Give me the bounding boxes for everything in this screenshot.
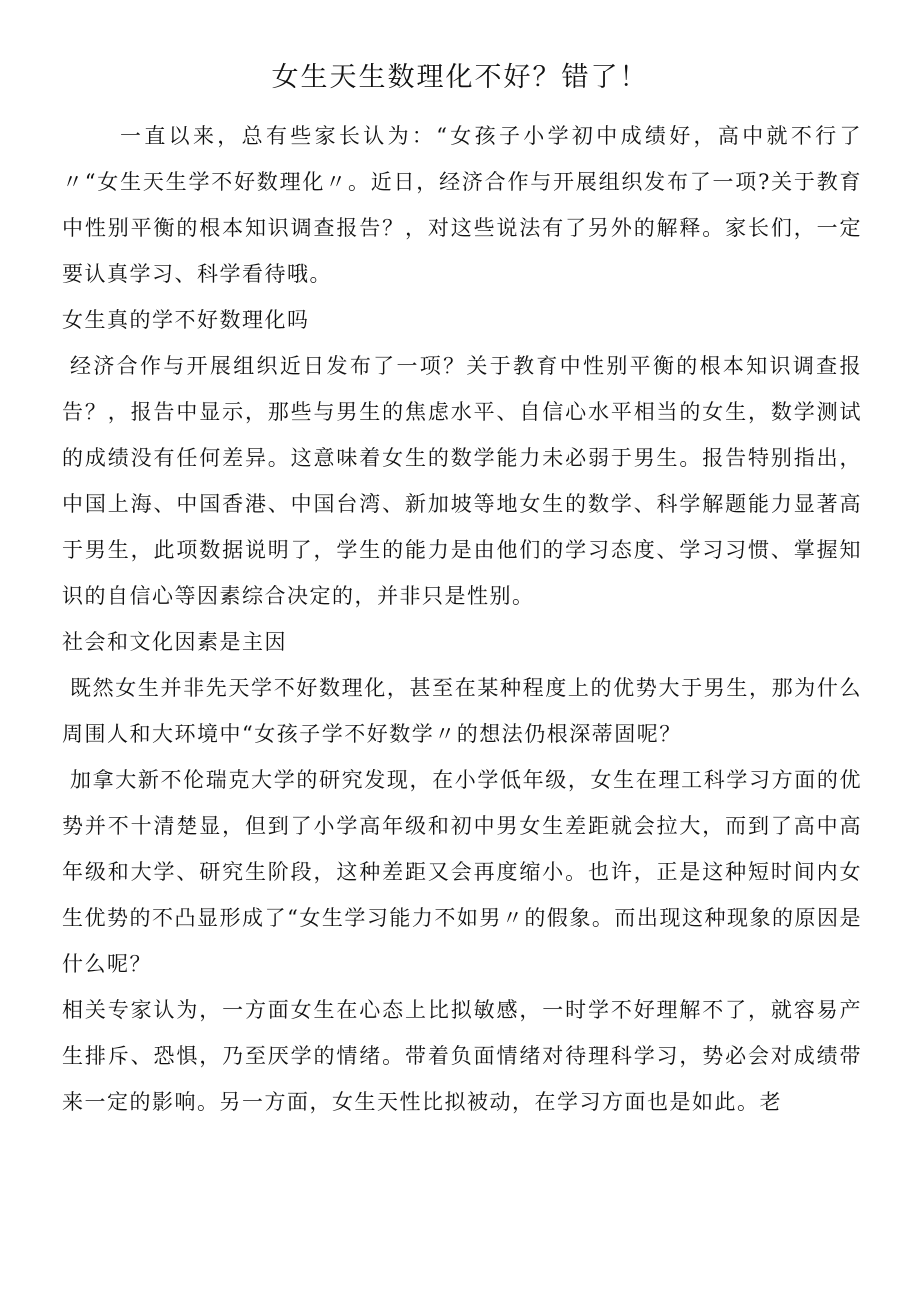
intro-paragraph: 一直以来，总有些家长认为：“女孩子小学初中成绩好，高中就不行了〃“女生天生学不好数理化〃。近日，经济合作与开展组织发布了一项?关于教育中性别平衡的根本知识调查报告？，对这些说法有了另外的解释。家长们，一定要认真学习、科学看待哦。 — [62, 124, 862, 286]
section-2-paragraph-3: 相关专家认为，一方面女生在心态上比拟敏感，一时学不好理解不了，就容易产生排斥、恐惧，乃至厌学的情绪。带着负面情绪对待理科学习，势必会对成绩带来一定的影响。另一方面，女生天性比拟被动，在学习方面也是如此。老 — [62, 998, 862, 1114]
section-1-paragraph: 经济合作与开展组织近日发布了一项？关于教育中性别平衡的根本知识调查报告？，报告中显示，那些与男生的焦虑水平、自信心水平相当的女生，数学测试的成绩没有任何差异。这意味着女生的数学能力未必弱于男生。报告特别指出，中国上海、中国香港、中国台湾、新加坡等地女生的数学、科学解题能力显著高于男生，此项数据说明了，学生的能力是由他们的学习态度、学习习惯、掌握知识的自信心等因素综合决定的，并非只是性别。 — [62, 354, 862, 608]
section-heading-1: 女生真的学不好数理化吗 — [62, 308, 310, 332]
document-title: 女生天生数理化不好？错了！ — [271, 62, 649, 93]
document-body — [62, 113, 862, 1125]
section-2-paragraph-2: 加拿大新不伦瑞克大学的研究发现，在小学低年级，女生在理工科学习方面的优势并不十清楚显，但到了小学高年级和初中男女生差距就会拉大，而到了高中高年级和大学、研究生阶段，这种差距又会再度缩小。也许，正是这种短时间内女生优势的不凸显形成了“女生学习能力不如男〃的假象。而出现这种现象的原因是什么呢？ — [62, 768, 862, 976]
section-2-paragraph-1: 既然女生并非先天学不好数理化，甚至在某种程度上的优势大于男生，那为什么周围人和大环境中“女孩子学不好数学〃的想法仍根深蒂固呢？ — [62, 676, 862, 746]
section-heading-2: 社会和文化因素是主因 — [62, 630, 287, 654]
